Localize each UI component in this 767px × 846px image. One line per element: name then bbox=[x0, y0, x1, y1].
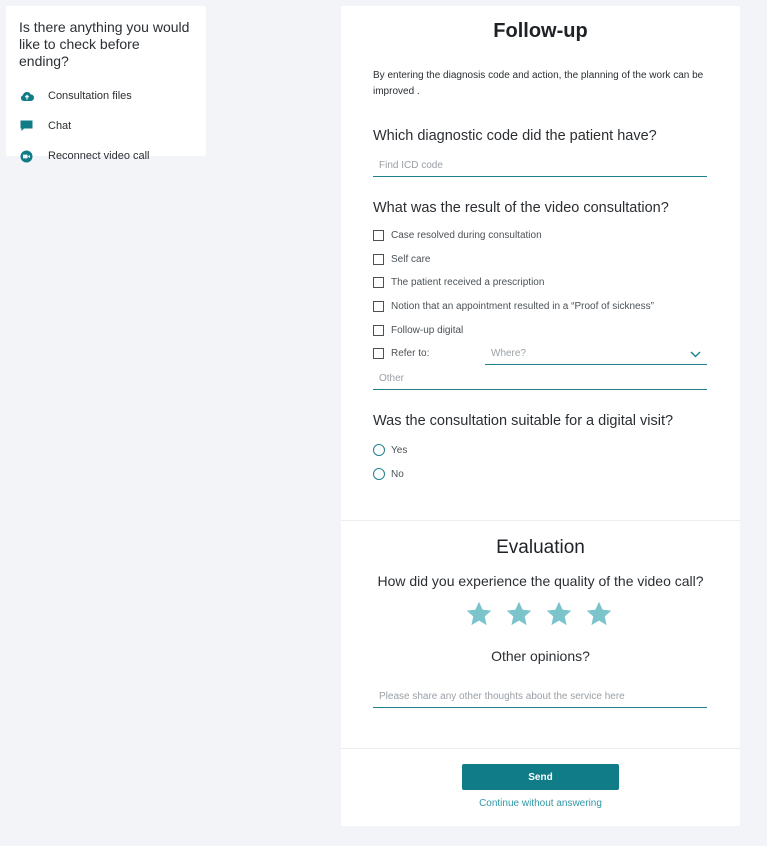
sidebar-item-label: Reconnect video call bbox=[48, 150, 150, 162]
section-divider bbox=[341, 520, 740, 521]
star-icon[interactable] bbox=[465, 600, 493, 628]
evaluation-title: Evaluation bbox=[496, 537, 585, 558]
chat-icon bbox=[19, 119, 34, 133]
sidebar-item-consultation-files[interactable] bbox=[19, 81, 193, 111]
star-rating[interactable] bbox=[465, 600, 613, 628]
option-label: Notion that an appointment resulted in a “Proof of sickness” bbox=[391, 300, 654, 312]
other-opinions-title: Other opinions? bbox=[491, 648, 590, 664]
sidebar-item-label: Consultation files bbox=[48, 90, 132, 102]
followup-form-card bbox=[341, 6, 740, 826]
option-label: Self care bbox=[391, 253, 431, 265]
radio-yes[interactable] bbox=[373, 444, 385, 456]
option-proof-of-sickness[interactable] bbox=[373, 299, 654, 313]
suitable-question: Was the consultation suitable for a digital visit? bbox=[373, 413, 674, 429]
option-label: Follow-up digital bbox=[391, 324, 464, 336]
option-label: Refer to: bbox=[391, 347, 430, 359]
option-refer-to[interactable] bbox=[373, 346, 429, 360]
followup-intro: By entering the diagnosis code and action, the planning of the work can be improved . bbox=[373, 70, 704, 97]
checkbox[interactable] bbox=[373, 325, 384, 336]
sidebar-item-label: Chat bbox=[48, 120, 72, 132]
radio-no[interactable] bbox=[373, 468, 385, 480]
result-question: What was the result of the video consultation? bbox=[373, 200, 669, 216]
checkbox[interactable] bbox=[373, 230, 384, 241]
end-checklist-card bbox=[6, 6, 206, 162]
radio-label: No bbox=[391, 468, 404, 480]
where-placeholder: Where? bbox=[491, 348, 527, 359]
radio-label: Yes bbox=[391, 444, 408, 456]
star-icon[interactable] bbox=[545, 600, 573, 628]
option-self-care[interactable] bbox=[373, 252, 430, 266]
sidebar-item-chat[interactable] bbox=[19, 111, 193, 141]
continue-without-answering-link[interactable]: Continue without answering bbox=[479, 798, 602, 809]
checklist-title: Is there anything you would like to check before ending? bbox=[19, 19, 190, 69]
radio-yes-option[interactable] bbox=[373, 443, 407, 457]
send-button[interactable]: Send bbox=[462, 764, 619, 790]
star-icon[interactable] bbox=[585, 600, 613, 628]
option-prescription[interactable] bbox=[373, 275, 544, 289]
cloud-files-icon bbox=[19, 89, 34, 103]
option-case-resolved[interactable] bbox=[373, 228, 542, 242]
section-divider bbox=[341, 748, 740, 749]
star-icon[interactable] bbox=[505, 600, 533, 628]
option-followup-digital[interactable] bbox=[373, 323, 463, 337]
checkbox[interactable] bbox=[373, 348, 384, 359]
quality-question: How did you experience the quality of the video call? bbox=[377, 573, 704, 589]
option-label: The patient received a prescription bbox=[391, 276, 545, 288]
followup-title: Follow-up bbox=[493, 20, 588, 42]
other-input[interactable] bbox=[373, 368, 707, 390]
radio-no-option[interactable] bbox=[373, 467, 404, 481]
chevron-down-icon bbox=[690, 345, 701, 363]
checkbox[interactable] bbox=[373, 277, 384, 288]
icd-code-input[interactable] bbox=[373, 155, 707, 177]
diagnosis-question: Which diagnostic code did the patient have? bbox=[373, 128, 657, 144]
refer-where-select[interactable] bbox=[485, 343, 707, 365]
checkbox[interactable] bbox=[373, 301, 384, 312]
checkbox[interactable] bbox=[373, 254, 384, 265]
thoughts-input[interactable] bbox=[373, 686, 707, 708]
option-label: Case resolved during consultation bbox=[391, 229, 542, 241]
sidebar-item-reconnect-video[interactable] bbox=[19, 141, 193, 171]
video-camera-icon bbox=[19, 149, 34, 163]
